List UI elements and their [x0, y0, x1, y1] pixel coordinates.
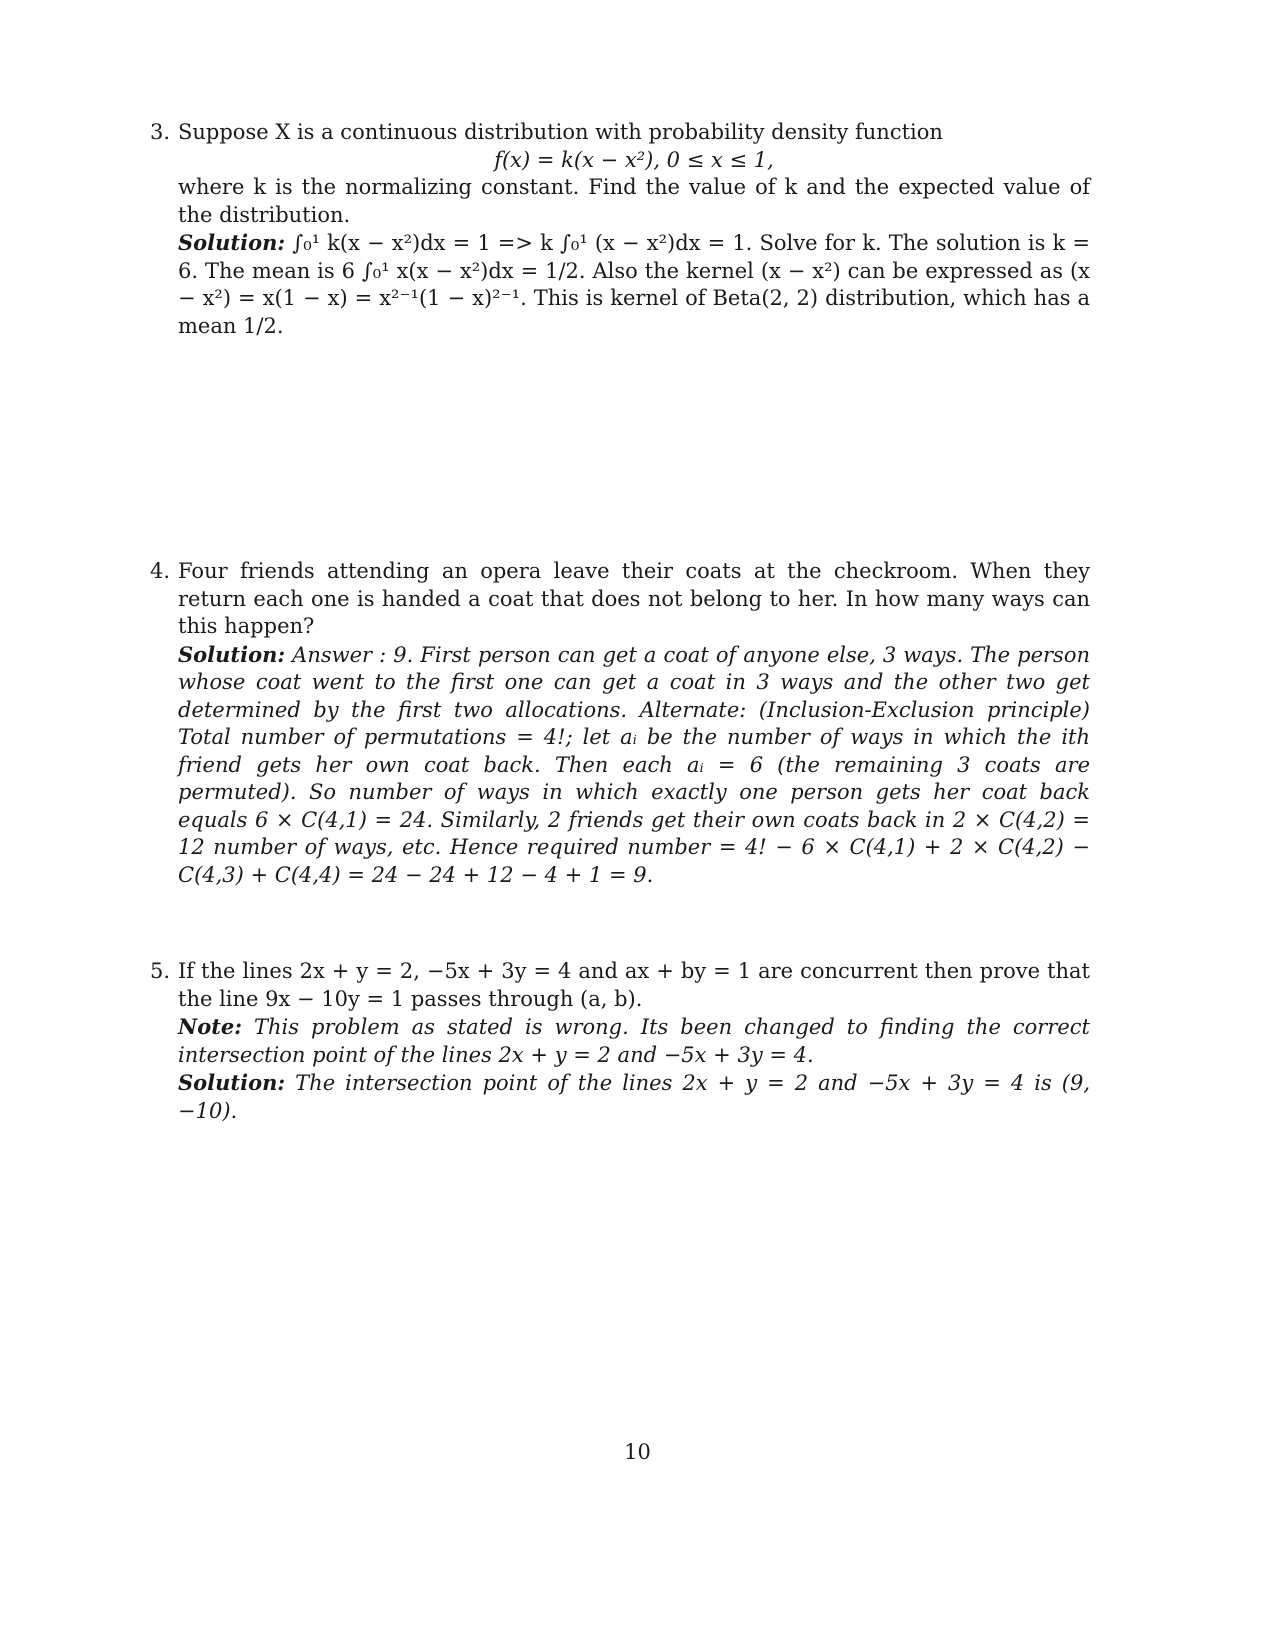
solution-text: ∫₀¹ k(x − x²)dx = 1 => k ∫₀¹ (x − x²)dx = 1. Solve for k. The solution is k = 6. The mean is 6 ∫₀¹ x(x − x²)dx = 1/2. Also the kernel (x − x²) can be expressed as (x − x²) = x(1 − x) = x²⁻¹(1 − x)²⁻¹. This is kernel of Beta(2, 2) distribution, which has a mean 1/2.	[178, 231, 1090, 338]
problem-number: 3.	[150, 120, 171, 144]
problem-number: 5.	[150, 959, 171, 983]
problem-statement: Suppose X is a continuous distribution with probability density function	[178, 120, 943, 144]
problem-statement: Four friends attending an opera leave their coats at the checkroom. When they return each one is handed a coat that does not belong to her. In how many ways can this happen?	[178, 559, 1090, 638]
problem-4	[150, 558, 1090, 889]
note-label: Note:	[178, 1014, 243, 1039]
note-paragraph	[178, 1013, 1090, 1069]
solution-paragraph	[178, 1069, 1090, 1125]
solution-label: Solution:	[178, 230, 286, 255]
problem-number: 4.	[150, 559, 171, 583]
solution-text: The intersection point of the lines 2x + y = 2 and −5x + 3y = 4 is (9, −10).	[178, 1071, 1090, 1123]
solution-paragraph	[178, 641, 1090, 890]
problem-statement-continued: where k is the normalizing constant. Find the value of k and the expected value of the distribution.	[178, 175, 1090, 227]
note-text: This problem as stated is wrong. Its been changed to finding the correct intersection point of the lines 2x + y = 2 and −5x + 3y = 4.	[178, 1015, 1090, 1067]
solution-label: Solution:	[178, 1070, 286, 1095]
solution-paragraph	[178, 229, 1090, 340]
solution-text: Answer : 9. First person can get a coat of anyone else, 3 ways. The person whose coat went to the first one can get a coat in 3 ways and the other two get determined by the first two allocations. Alternate: (Inclusion-Exclusion principle) Total number of permutations = 4!; let aᵢ be the number of ways in which the ith friend gets her own coat back. Then each aᵢ = 6 (the remaining 3 coats are permuted). So number of ways in which exactly one person gets her coat back equals 6 × C(4,1) = 24. Similarly, 2 friends get their own coats back in 2 × C(4,2) = 12 number of ways, etc. Hence required number = 4! − 6 × C(4,1) + 2 × C(4,2) − C(4,3) + C(4,4) = 24 − 24 + 12 − 4 + 1 = 9.	[178, 642, 1090, 887]
solution-label: Solution:	[178, 641, 286, 667]
page-number: 10	[624, 1440, 651, 1464]
problem-5	[150, 958, 1090, 1125]
display-equation: f(x) = k(x − x²), 0 ≤ x ≤ 1,	[494, 147, 774, 172]
problem-3	[150, 119, 1090, 340]
problem-statement: If the lines 2x + y = 2, −5x + 3y = 4 and ax + by = 1 are concurrent then prove that the line 9x − 10y = 1 passes through (a, b).	[178, 959, 1090, 1011]
